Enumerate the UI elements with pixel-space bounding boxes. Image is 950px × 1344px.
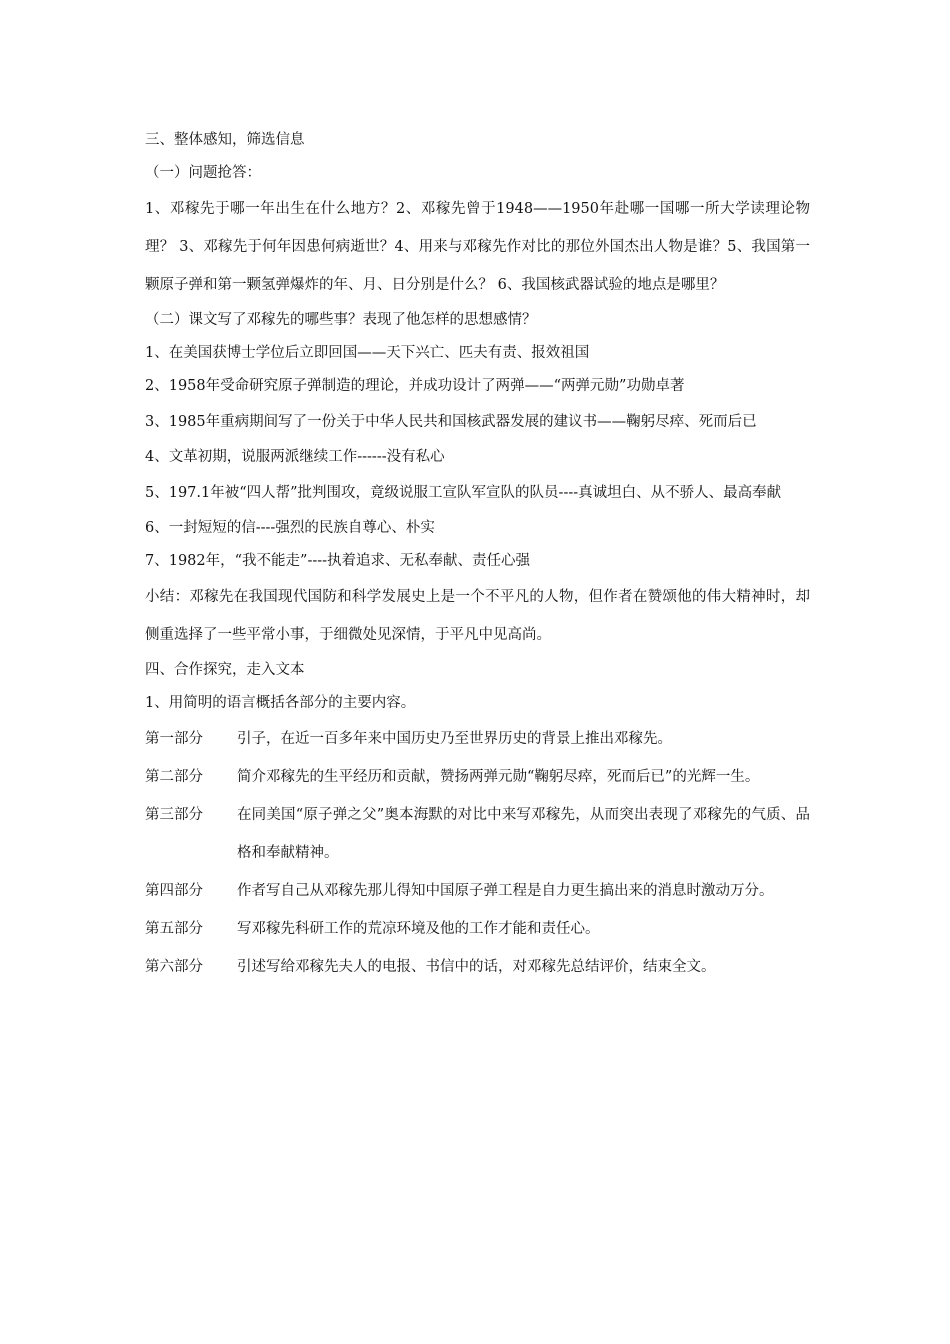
part-text: 作者写自己从邓稼先那儿得知中国原子弹工程是自力更生搞出来的消息时激动万分。 <box>237 883 774 899</box>
list-item: 3、1985年重病期间写了一份关于中华人民共和国核武器发展的建议书——鞠躬尽瘁、死而后已 <box>145 414 757 430</box>
part-text: 引子，在近一百多年来中国历史乃至世界历史的背景上推出邓稼先。 <box>237 731 672 747</box>
questions-text: 1、邓稼先于哪一年出生在什么地方？2、邓稼先曾于1948——1950年赴哪一国哪一所大学读理论物理？ 3、邓稼先于何年因患何病逝世？4、用来与邓稼先作对比的那位外国杰出人物是谁？5、我国第一颗原子弹和第一颗氢弹爆炸的年、月、日分别是什么？ 6、我国核武器试验的地点是哪里？ <box>145 201 810 293</box>
list-item: 6、一封短短的信----强烈的民族自尊心、朴实 <box>145 520 435 536</box>
list-item: 2、1958年受命研究原子弹制造的理论，并成功设计了两弹——“两弹元勋”功勋卓著 <box>145 378 685 394</box>
part-row <box>145 720 810 758</box>
list-item: 5、197.1年被“四人帮”批判围攻，竟级说服工宣队军宣队的队员----真诚坦白、从不骄人、最高奉献 <box>145 485 782 501</box>
part-row <box>145 948 810 986</box>
section4-heading: 四、合作探究，走入文本 <box>145 662 305 678</box>
section3-sub1: （一）问题抢答： <box>145 165 261 181</box>
part-label: 第四部分 <box>145 883 203 899</box>
part-text: 引述写给邓稼先夫人的电报、书信中的话，对邓稼先总结评价，结束全文。 <box>237 959 716 975</box>
list-item: 7、1982年，“我不能走”----执着追求、无私奉献、责任心强 <box>145 553 531 569</box>
section4-task: 1、用简明的语言概括各部分的主要内容。 <box>145 695 416 711</box>
part-label: 第三部分 <box>145 807 203 823</box>
part-text: 在同美国“原子弹之父”奥本海默的对比中来写邓稼先，从而突出表现了邓稼先的气质、品格和奉献精神。 <box>237 807 810 861</box>
part-row <box>145 796 810 872</box>
questions-paragraph <box>145 190 810 304</box>
part-row <box>145 758 810 796</box>
part-label: 第一部分 <box>145 731 203 747</box>
part-label: 第五部分 <box>145 921 203 937</box>
list-item: 1、在美国获博士学位后立即回国——天下兴亡、匹夫有责、报效祖国 <box>145 345 590 361</box>
part-text: 简介邓稼先的生平经历和贡献，赞扬两弹元勋“鞠躬尽瘁，死而后已”的光辉一生。 <box>237 769 760 785</box>
list-item-wrap <box>145 474 810 512</box>
part-row <box>145 910 810 948</box>
list-item-wrap <box>145 403 810 441</box>
summary-text: 小结：邓稼先在我国现代国防和科学发展史上是一个不平凡的人物，但作者在赞颂他的伟大精神时，却侧重选择了一些平常小事，于细微处见深情，于平凡中见高尚。 <box>145 589 810 643</box>
part-text: 写邓稼先科研工作的荒凉环境及他的工作才能和责任心。 <box>237 921 600 937</box>
section3-sub2: （二）课文写了邓稼先的哪些事？表现了他怎样的思想感情？ <box>145 312 537 328</box>
part-label: 第六部分 <box>145 959 203 975</box>
section3-heading: 三、整体感知，筛选信息 <box>145 132 305 148</box>
part-label: 第二部分 <box>145 769 203 785</box>
list-item: 4、文革初期，说服两派继续工作------没有私心 <box>145 449 445 465</box>
document-body <box>145 124 810 986</box>
summary-paragraph <box>145 578 810 654</box>
part-row <box>145 872 810 910</box>
